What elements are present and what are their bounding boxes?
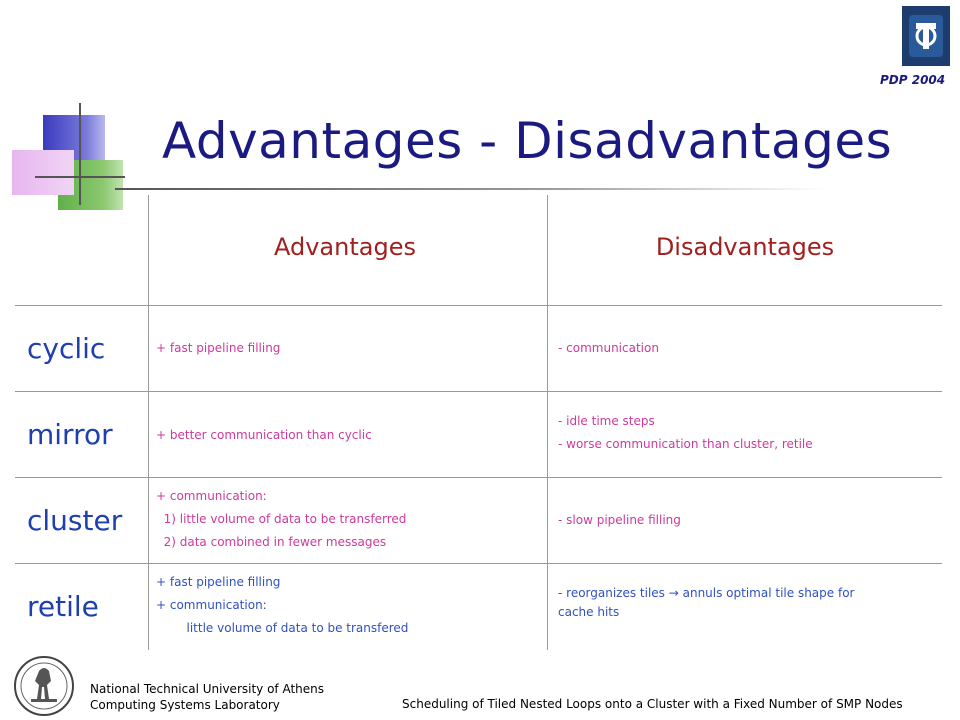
row-label-cluster: cluster: [27, 504, 123, 537]
cluster-disadvantage-line: - slow pipeline filling: [558, 513, 681, 527]
cluster-advantages: [156, 485, 406, 554]
mirror-disadvantage-line: - idle time steps: [558, 414, 655, 428]
column-divider: [148, 195, 149, 650]
cluster-advantage-line: 1) little volume of data to be transferred: [156, 512, 407, 526]
retile-disadvantage-line: - reorganizes tiles → annuls optimal tile shape for: [558, 586, 855, 600]
row-divider: [15, 563, 942, 564]
retile-advantages: [156, 571, 408, 640]
mirror-advantage-line: + better communication than cyclic: [156, 428, 372, 442]
mirror-advantages: [156, 424, 372, 447]
cluster-advantage-line: 2) data combined in fewer messages: [156, 535, 387, 549]
row-divider: [15, 391, 942, 392]
row-divider: [15, 477, 942, 478]
retile-disadvantage-line: cache hits: [558, 605, 620, 619]
footer-lab: Computing Systems Laboratory: [90, 698, 280, 712]
mirror-disadvantage-line: - worse communication than cluster, retile: [558, 437, 813, 451]
retile-advantage-line: little volume of data to be transfered: [156, 621, 409, 635]
title-underline: [115, 188, 825, 190]
cyclic-advantage-line: + fast pipeline filling: [156, 341, 281, 355]
retile-advantage-line: + fast pipeline filling: [156, 575, 281, 589]
column-divider: [547, 195, 548, 650]
retile-disadvantages: [558, 584, 854, 622]
header-disadvantages: Disadvantages: [655, 233, 835, 261]
row-label-mirror: mirror: [27, 418, 113, 451]
row-label-retile: retile: [27, 590, 99, 623]
cluster-advantage-line: + communication:: [156, 489, 267, 503]
cluster-disadvantages: [558, 509, 681, 532]
deco-horizontal-line: [35, 176, 125, 178]
retile-advantage-line: + communication:: [156, 598, 267, 612]
cyclic-disadvantages: [558, 337, 659, 360]
cyclic-advantages: [156, 337, 280, 360]
conference-label: PDP 2004: [880, 73, 946, 87]
row-label-cyclic: cyclic: [27, 332, 106, 365]
slide-title: Advantages - Disadvantages: [162, 112, 893, 170]
footer-talk-title: Scheduling of Tiled Nested Loops onto a Cluster with a Fixed Number of SMP Nodes: [402, 697, 903, 711]
university-logo: [902, 6, 950, 66]
cyclic-disadvantage-line: - communication: [558, 341, 659, 355]
header-advantages: Advantages: [274, 233, 416, 261]
deco-vertical-line: [79, 103, 81, 205]
footer-institution: National Technical University of Athens: [90, 682, 325, 696]
mirror-disadvantages: [558, 410, 813, 456]
footer-institution-block: [90, 681, 324, 713]
comparison-table: [15, 195, 942, 650]
deco-square-pink: [12, 150, 74, 195]
university-seal-icon: [13, 655, 75, 717]
logo-icon: [906, 11, 946, 61]
row-divider: [15, 305, 942, 306]
